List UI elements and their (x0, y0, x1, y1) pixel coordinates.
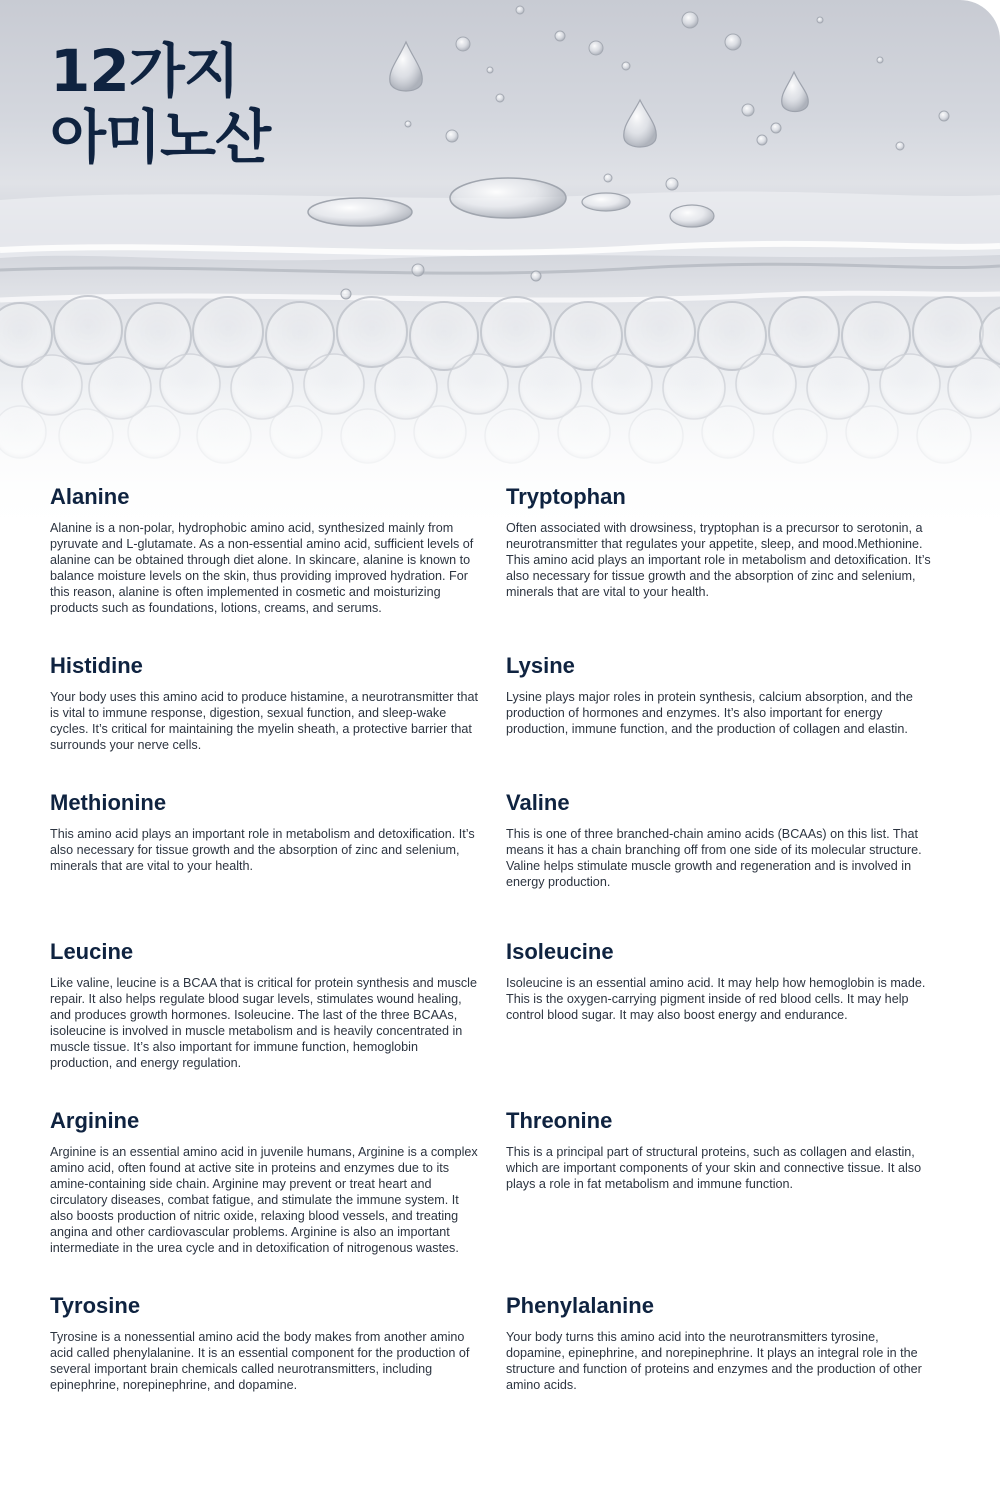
page-title-line-2: 아미노산 (50, 103, 271, 171)
hero-water-image (0, 0, 1000, 540)
amino-acid-threonine (506, 1108, 938, 1192)
amino-acid-methionine (50, 790, 482, 874)
amino-acid-description: Your body uses this amino acid to produce histamine, a neurotransmitter that is vital to immune response, digestion, sexual function, and sleep-wake cycles. It’s critical for maintaining the myelin sheath, a protective barrier that surrounds your nerve cells. (50, 690, 478, 752)
amino-acid-isoleucine (506, 939, 938, 1023)
amino-acid-description: Often associated with drowsiness, tryptophan is a precursor to serotonin, a neurotransmitter that regulates your appetite, sleep, and mood.Methionine. This amino acid plays an important role in metabolism and detoxification. It’s also necessary for tissue growth and the absorption of zinc and selenium, minerals that are vital to your health. (506, 521, 931, 599)
amino-acid-name: Isoleucine (506, 939, 614, 964)
amino-acid-name: Methionine (50, 790, 167, 815)
amino-acid-description: Isoleucine is an essential amino acid. It may help how hemoglobin is made. This is the oxygen-carrying pigment inside of red blood cells. It may help control blood sugar. It may also boost energy and endurance. (506, 976, 926, 1022)
amino-acid-name: Histidine (50, 653, 143, 678)
amino-acid-phenylalanine (506, 1293, 938, 1393)
amino-acid-description: Arginine is an essential amino acid in juvenile humans, Arginine is a complex amino acid, often found at active site in proteins and enzymes due to its amine-containing side chain. Arginine may prevent or treat heart and circulatory diseases, combat fatigue, and stimulate the immune system. It also boosts production of nitric oxide, relaxing blood vessels, and treating angina and other cardiovascular problems. Arginine is also an important intermediate in the urea cycle and in detoxification of nitrogenous wastes. (50, 1145, 478, 1255)
amino-acid-description: Alanine is a non-polar, hydrophobic amino acid, synthesized mainly from pyruvate and L-glutamate. As a non-essential amino acid, sufficient levels of alanine can be obtained through diet alone. In skincare, alanine is known to balance moisture levels on the skin, thus providing improved hydration. For this reason, alanine is often implemented in cosmetic and moisturizing products such as foundations, lotions, creams, and serums. (50, 521, 474, 615)
amino-acid-description: Like valine, leucine is a BCAA that is critical for protein synthesis and muscle repair. It also helps regulate blood sugar levels, stimulates wound healing, and produces growth hormones. Isoleucine. The last of the three BCAAs, isoleucine is involved in muscle metabolism and is heavily concentrated in muscle tissue. It’s also important for immune function, hemoglobin production, and energy regulation. (50, 976, 477, 1070)
amino-acid-description: Tyrosine is a nonessential amino acid the body makes from another amino acid called phenylalanine. It is an essential component for the production of several important brain chemicals called neurotransmitters, including epinephrine, norepinephrine, and dopamine. (50, 1330, 470, 1392)
amino-acid-name: Alanine (50, 484, 130, 509)
amino-acid-name: Leucine (50, 939, 134, 964)
amino-acid-name: Valine (506, 790, 570, 815)
amino-acid-alanine (50, 484, 482, 616)
amino-acid-histidine (50, 653, 482, 753)
amino-acid-name: Tyrosine (50, 1293, 141, 1318)
amino-acid-name: Phenylalanine (506, 1293, 654, 1318)
amino-acid-description: This amino acid plays an important role in metabolism and detoxification. It’s also necessary for tissue growth and the absorption of zinc and selenium, minerals that are vital to your health. (50, 827, 475, 873)
amino-acid-name: Tryptophan (506, 484, 626, 509)
amino-acid-description: Your body turns this amino acid into the neurotransmitters tyrosine, dopamine, epinephrine, and norepinephrine. It plays an integral role in the structure and function of proteins and enzymes and the production of other amino acids. (506, 1330, 922, 1392)
amino-acid-valine (506, 790, 938, 890)
page-title (50, 38, 270, 170)
amino-acid-lysine (506, 653, 938, 737)
amino-acid-name: Arginine (50, 1108, 140, 1133)
page-title-line-1: 12가지 (50, 37, 239, 105)
amino-acid-name: Threonine (506, 1108, 613, 1133)
amino-acid-name: Lysine (506, 653, 575, 678)
amino-acid-description: This is a principal part of structural proteins, such as collagen and elastin, which are important components of your skin and connective tissue. It also plays a role in fat metabolism and immune function. (506, 1145, 922, 1191)
amino-acid-arginine (50, 1108, 482, 1256)
amino-acid-tryptophan (506, 484, 938, 600)
amino-acid-leucine (50, 939, 482, 1071)
amino-acid-tyrosine (50, 1293, 482, 1393)
amino-acid-description: Lysine plays major roles in protein synthesis, calcium absorption, and the production of hormones and enzymes. It’s also important for energy production, immune function, and the production of collagen and elastin. (506, 690, 913, 736)
amino-acid-description: This is one of three branched-chain amino acids (BCAAs) on this list. That means it has a chain branching off from one side of its molecular structure. Valine helps stimulate muscle growth and regeneration and is involved in energy production. (506, 827, 922, 889)
